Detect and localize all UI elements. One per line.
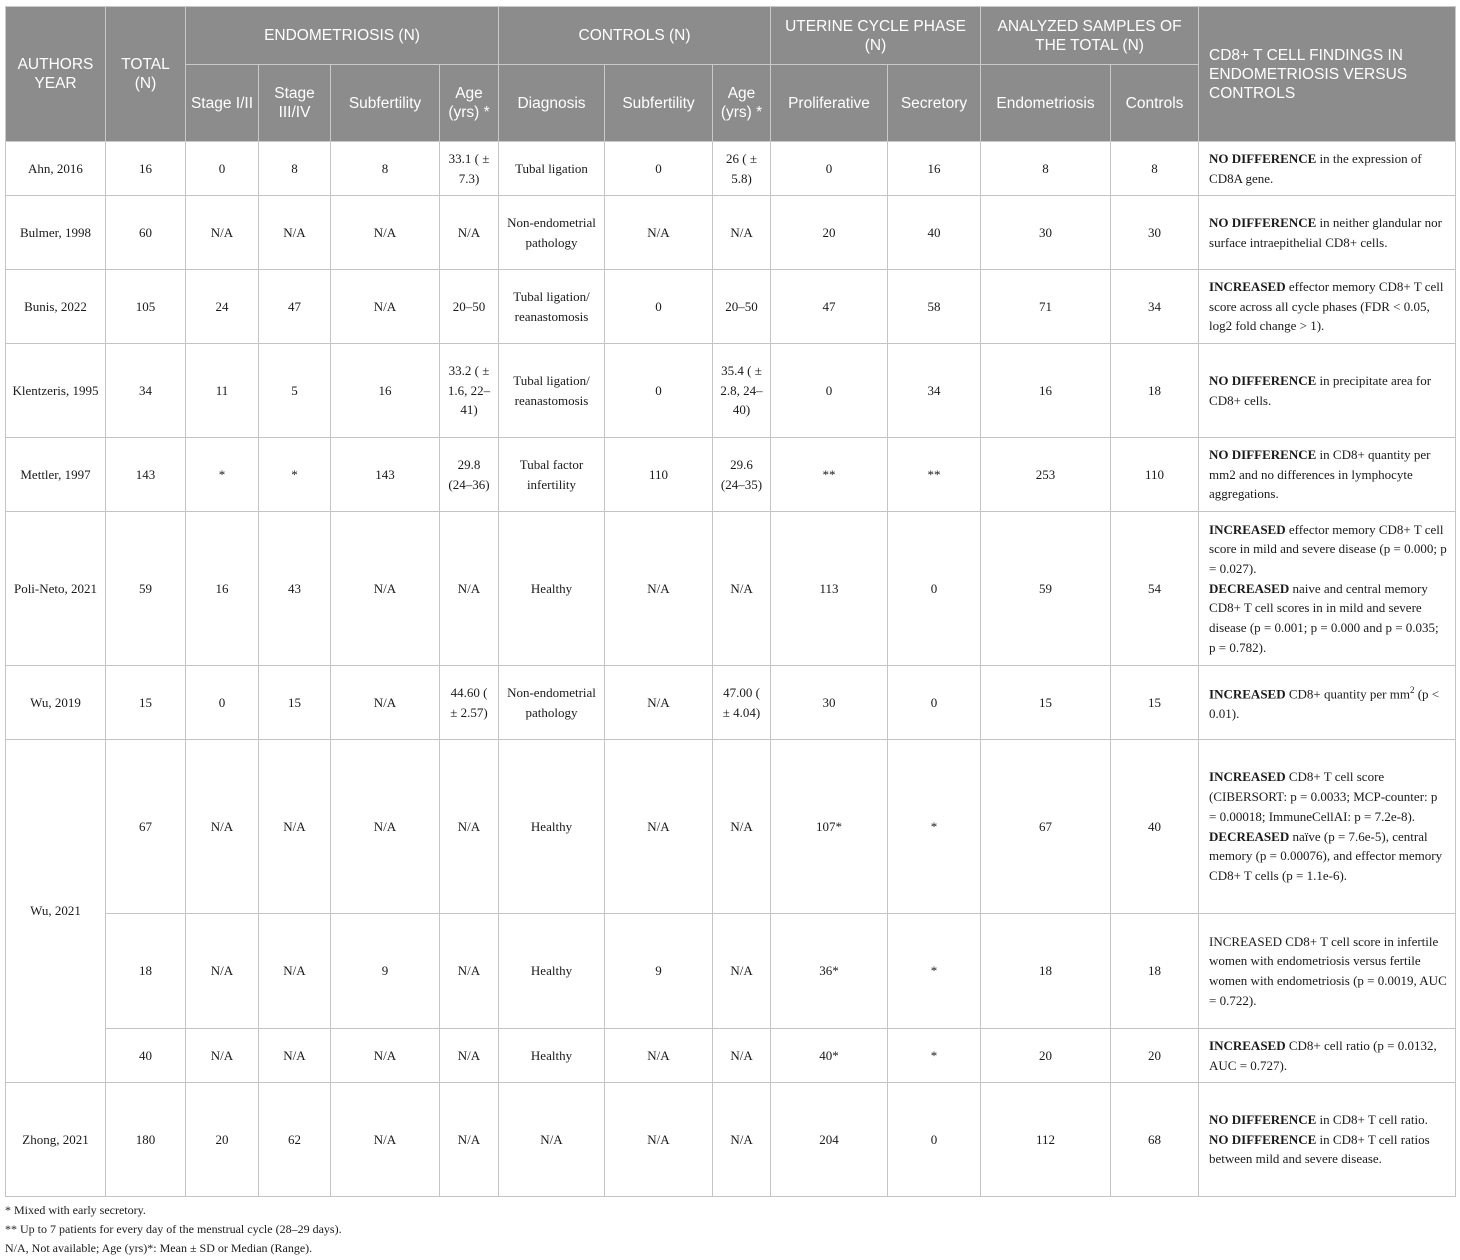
cell-controls-age: N/A: [713, 740, 771, 914]
cell-proliferative: 47: [771, 270, 888, 344]
cell-controls-subfertility: N/A: [605, 1083, 713, 1197]
group-uterine-cycle: UTERINE CYCLE PHASE (N): [771, 7, 981, 65]
cell-age: N/A: [440, 740, 499, 914]
cell-stage-3-4: 43: [259, 512, 331, 666]
finding-text: naive and central memory CD8+ T cell scores in in mild and severe disease (p = 0.001; p = 0.000 and p = 0.035; p = 0.782).: [1209, 580, 1439, 655]
cell-stage-1-2: N/A: [186, 914, 259, 1029]
cell-controls-age: 26 ( ± 5.8): [713, 142, 771, 196]
cell-subfertility: N/A: [331, 1029, 440, 1083]
cell-analyzed-controls: 8: [1111, 142, 1199, 196]
cell-analyzed-controls: 20: [1111, 1029, 1199, 1083]
cell-findings: [1199, 666, 1456, 740]
cell-stage-3-4: 47: [259, 270, 331, 344]
cell-subfertility: 143: [331, 438, 440, 512]
finding-text: effector memory CD8+ T cell score across all cycle phases (FDR < 0.05, log2 fold change > 1).: [1209, 278, 1444, 334]
cell-stage-1-2: N/A: [186, 196, 259, 270]
table-row: [6, 512, 1456, 666]
cell-age: N/A: [440, 914, 499, 1029]
cell-age: 44.60 ( ± 2.57): [440, 666, 499, 740]
finding-line: [1209, 681, 1447, 724]
cell-controls-age: N/A: [713, 512, 771, 666]
cell-analyzed-controls: 34: [1111, 270, 1199, 344]
cell-findings: [1199, 740, 1456, 914]
cell-proliferative: 113: [771, 512, 888, 666]
cell-age: 33.2 ( ± 1.6, 22–41): [440, 344, 499, 438]
finding-line: [1209, 827, 1447, 886]
cell-controls-age: 47.00 ( ± 4.04): [713, 666, 771, 740]
finding-line: [1209, 371, 1447, 410]
table-row: [6, 666, 1456, 740]
cell-controls-age: N/A: [713, 1083, 771, 1197]
col-total: TOTAL (N): [106, 7, 186, 142]
cell-secretory: 0: [888, 1083, 981, 1197]
cell-analyzed-controls: 40: [1111, 740, 1199, 914]
cell-age: N/A: [440, 512, 499, 666]
cell-diagnosis: Healthy: [499, 740, 605, 914]
finding-line: [1209, 932, 1447, 1011]
finding-text: in CD8+ quantity per mm2 and no differences in lymphocyte aggregations.: [1209, 446, 1431, 502]
finding-keyword: NO DIFFERENCE: [1209, 1111, 1317, 1127]
cell-controls-subfertility: 0: [605, 142, 713, 196]
cell-analyzed-endometriosis: 18: [981, 914, 1111, 1029]
cell-diagnosis: Non-endometrial pathology: [499, 666, 605, 740]
col-findings: CD8+ T CELL FINDINGS IN ENDOMETRIOSIS VERSUS CONTROLS: [1199, 7, 1456, 142]
finding-keyword: INCREASED: [1209, 521, 1286, 537]
finding-keyword: DECREASED: [1209, 828, 1290, 844]
finding-keyword: INCREASED: [1209, 1037, 1286, 1053]
cell-proliferative: 36*: [771, 914, 888, 1029]
cell-findings: [1199, 344, 1456, 438]
finding-line: [1209, 1110, 1447, 1130]
cell-subfertility: 16: [331, 344, 440, 438]
finding-keyword: DECREASED: [1209, 580, 1290, 596]
cell-author: Mettler, 1997: [6, 438, 106, 512]
finding-line: [1209, 149, 1447, 188]
cell-analyzed-controls: 54: [1111, 512, 1199, 666]
col-subfertility: Subfertility: [331, 65, 440, 142]
cell-secretory: *: [888, 914, 981, 1029]
cell-findings: [1199, 196, 1456, 270]
cell-stage-1-2: 16: [186, 512, 259, 666]
finding-text: in precipitate area for CD8+ cells.: [1209, 372, 1432, 408]
cell-controls-subfertility: N/A: [605, 666, 713, 740]
cell-stage-3-4: N/A: [259, 1029, 331, 1083]
cell-age: 20–50: [440, 270, 499, 344]
cell-total: 180: [106, 1083, 186, 1197]
cell-analyzed-endometriosis: 8: [981, 142, 1111, 196]
cell-findings: [1199, 1083, 1456, 1197]
cell-diagnosis: Tubal factor infertility: [499, 438, 605, 512]
cell-controls-subfertility: 110: [605, 438, 713, 512]
col-diagnosis: Diagnosis: [499, 65, 605, 142]
cell-analyzed-controls: 18: [1111, 344, 1199, 438]
footnote-2: ** Up to 7 patients for every day of the menstrual cycle (28–29 days).: [5, 1222, 342, 1236]
group-controls: CONTROLS (N): [499, 7, 771, 65]
cell-controls-subfertility: N/A: [605, 740, 713, 914]
cell-secretory: *: [888, 740, 981, 914]
table-row: [6, 142, 1456, 196]
cell-analyzed-controls: 15: [1111, 666, 1199, 740]
cell-secretory: 58: [888, 270, 981, 344]
finding-line: [1209, 1036, 1447, 1075]
cell-analyzed-endometriosis: 20: [981, 1029, 1111, 1083]
finding-keyword: NO DIFFERENCE: [1209, 150, 1317, 166]
finding-text: CD8+ cell ratio (p = 0.0132, AUC = 0.727).: [1209, 1037, 1437, 1073]
finding-text: in CD8+ T cell ratio.: [1316, 1111, 1428, 1127]
cell-controls-subfertility: 9: [605, 914, 713, 1029]
cell-controls-subfertility: N/A: [605, 1029, 713, 1083]
cell-subfertility: N/A: [331, 1083, 440, 1197]
cell-stage-3-4: N/A: [259, 740, 331, 914]
cell-total: 40: [106, 1029, 186, 1083]
cell-diagnosis: N/A: [499, 1083, 605, 1197]
finding-text: INCREASED CD8+ T cell score in infertile women with endometriosis versus fertile women with endometriosis (p = 0.0019, AUC = 0.722).: [1209, 933, 1447, 1008]
cell-controls-age: 29.6 (24–35): [713, 438, 771, 512]
cell-controls-subfertility: N/A: [605, 512, 713, 666]
finding-line: [1209, 520, 1447, 579]
cell-analyzed-endometriosis: 30: [981, 196, 1111, 270]
cell-analyzed-endometriosis: 15: [981, 666, 1111, 740]
cell-total: 59: [106, 512, 186, 666]
cell-proliferative: 204: [771, 1083, 888, 1197]
cell-findings: [1199, 914, 1456, 1029]
cell-proliferative: 40*: [771, 1029, 888, 1083]
footnote-3: N/A, Not available; Age (yrs)*: Mean ± SD or Median (Range).: [5, 1241, 313, 1255]
finding-line: [1209, 277, 1447, 336]
cell-subfertility: N/A: [331, 270, 440, 344]
cell-age: N/A: [440, 196, 499, 270]
group-endometriosis: ENDOMETRIOSIS (N): [186, 7, 499, 65]
col-analyzed-controls: Controls: [1111, 65, 1199, 142]
table-row: [6, 914, 1456, 1029]
cell-diagnosis: Tubal ligation/ reanastomosis: [499, 270, 605, 344]
cell-age: N/A: [440, 1083, 499, 1197]
cell-secretory: 16: [888, 142, 981, 196]
cell-controls-age: 35.4 ( ± 2.8, 24–40): [713, 344, 771, 438]
col-controls-age: Age (yrs) *: [713, 65, 771, 142]
studies-table: [5, 6, 1456, 1197]
cell-stage-1-2: 0: [186, 666, 259, 740]
cell-findings: [1199, 270, 1456, 344]
finding-keyword: NO DIFFERENCE: [1209, 214, 1317, 230]
cell-controls-age: N/A: [713, 196, 771, 270]
cell-stage-3-4: 62: [259, 1083, 331, 1197]
cell-author: Bulmer, 1998: [6, 196, 106, 270]
cell-subfertility: 8: [331, 142, 440, 196]
cell-secretory: *: [888, 1029, 981, 1083]
cell-proliferative: **: [771, 438, 888, 512]
finding-text-tail: (p < 0.01).: [1209, 686, 1440, 722]
cell-subfertility: N/A: [331, 666, 440, 740]
cell-stage-1-2: N/A: [186, 1029, 259, 1083]
cell-diagnosis: Healthy: [499, 914, 605, 1029]
cell-controls-subfertility: N/A: [605, 196, 713, 270]
finding-line: [1209, 767, 1447, 826]
cell-findings: [1199, 142, 1456, 196]
finding-line: [1209, 213, 1447, 252]
cell-controls-subfertility: 0: [605, 270, 713, 344]
col-proliferative: Proliferative: [771, 65, 888, 142]
col-age: Age (yrs) *: [440, 65, 499, 142]
col-secretory: Secretory: [888, 65, 981, 142]
finding-text: CD8+ T cell score (CIBERSORT: p = 0.0033; MCP-counter: p = 0.00018; ImmuneCellAI: p = 7.2e-8).: [1209, 769, 1438, 824]
finding-line: [1209, 445, 1447, 504]
cell-author: Bunis, 2022: [6, 270, 106, 344]
table-row: [6, 344, 1456, 438]
cell-subfertility: N/A: [331, 740, 440, 914]
cell-analyzed-endometriosis: 59: [981, 512, 1111, 666]
cell-stage-3-4: *: [259, 438, 331, 512]
cell-proliferative: 107*: [771, 740, 888, 914]
cell-diagnosis: Healthy: [499, 512, 605, 666]
cell-stage-1-2: 11: [186, 344, 259, 438]
cell-analyzed-controls: 68: [1111, 1083, 1199, 1197]
cell-total: 15: [106, 666, 186, 740]
cell-analyzed-controls: 30: [1111, 196, 1199, 270]
cell-total: 60: [106, 196, 186, 270]
cell-secretory: **: [888, 438, 981, 512]
finding-text: in CD8+ T cell ratios between mild and severe disease.: [1209, 1131, 1430, 1167]
cell-stage-3-4: 8: [259, 142, 331, 196]
cell-subfertility: N/A: [331, 196, 440, 270]
cell-analyzed-endometriosis: 67: [981, 740, 1111, 914]
col-authors-year: AUTHORS YEAR: [6, 7, 106, 142]
cell-subfertility: N/A: [331, 512, 440, 666]
cell-age: 29.8 (24–36): [440, 438, 499, 512]
cell-findings: [1199, 512, 1456, 666]
cell-secretory: 0: [888, 512, 981, 666]
table-row: [6, 1083, 1456, 1197]
group-analyzed-samples: ANALYZED SAMPLES OF THE TOTAL (N): [981, 7, 1199, 65]
cell-proliferative: 0: [771, 344, 888, 438]
cell-stage-1-2: N/A: [186, 740, 259, 914]
table-row: [6, 438, 1456, 512]
cell-author: Ahn, 2016: [6, 142, 106, 196]
col-stage-3-4: Stage III/IV: [259, 65, 331, 142]
cell-controls-age: 20–50: [713, 270, 771, 344]
cell-subfertility: 9: [331, 914, 440, 1029]
finding-superscript: 2: [1409, 685, 1415, 696]
table-row: [6, 1029, 1456, 1083]
cell-secretory: 34: [888, 344, 981, 438]
cell-total: 16: [106, 142, 186, 196]
finding-keyword: INCREASED: [1209, 769, 1286, 785]
cell-diagnosis: Healthy: [499, 1029, 605, 1083]
cell-secretory: 40: [888, 196, 981, 270]
header-row-groups: [6, 7, 1456, 65]
cell-age: N/A: [440, 1029, 499, 1083]
table-row: [6, 740, 1456, 914]
cell-stage-1-2: 20: [186, 1083, 259, 1197]
cell-stage-3-4: N/A: [259, 914, 331, 1029]
cell-proliferative: 30: [771, 666, 888, 740]
finding-keyword: INCREASED: [1209, 278, 1286, 294]
cell-total: 143: [106, 438, 186, 512]
table-body: [6, 142, 1456, 1197]
table-row: [6, 270, 1456, 344]
cell-analyzed-controls: 110: [1111, 438, 1199, 512]
cell-total: 67: [106, 740, 186, 914]
cell-analyzed-endometriosis: 253: [981, 438, 1111, 512]
finding-keyword: NO DIFFERENCE: [1209, 446, 1317, 462]
cell-author: Poli-Neto, 2021: [6, 512, 106, 666]
cell-secretory: 0: [888, 666, 981, 740]
cell-controls-age: N/A: [713, 1029, 771, 1083]
finding-text: in neither glandular nor surface intraepithelial CD8+ cells.: [1209, 214, 1442, 250]
finding-line: [1209, 1130, 1447, 1169]
cell-total: 34: [106, 344, 186, 438]
cell-analyzed-endometriosis: 71: [981, 270, 1111, 344]
cell-analyzed-endometriosis: 16: [981, 344, 1111, 438]
cell-total: 105: [106, 270, 186, 344]
cell-stage-1-2: *: [186, 438, 259, 512]
cell-diagnosis: Non-endometrial pathology: [499, 196, 605, 270]
finding-text: naïve (p = 7.6e-5), central memory (p = 0.00076), and effector memory CD8+ T cells (p = 1.1e-6).: [1209, 828, 1443, 883]
finding-keyword: INCREASED: [1209, 686, 1286, 702]
cell-controls-subfertility: 0: [605, 344, 713, 438]
col-stage-1-2: Stage I/II: [186, 65, 259, 142]
cell-stage-3-4: 15: [259, 666, 331, 740]
cell-proliferative: 0: [771, 142, 888, 196]
cell-author: Wu, 2019: [6, 666, 106, 740]
col-controls-subfertility: Subfertility: [605, 65, 713, 142]
finding-text: effector memory CD8+ T cell score in mild and severe disease (p = 0.000; p = 0.027).: [1209, 521, 1447, 576]
cell-stage-1-2: 0: [186, 142, 259, 196]
finding-text: in the expression of CD8A gene.: [1209, 150, 1422, 186]
cell-analyzed-controls: 18: [1111, 914, 1199, 1029]
cell-stage-3-4: 5: [259, 344, 331, 438]
footnote-1: * Mixed with early secretory.: [5, 1203, 146, 1217]
cell-age: 33.1 ( ± 7.3): [440, 142, 499, 196]
cell-diagnosis: Tubal ligation/ reanastomosis: [499, 344, 605, 438]
cell-author: Klentzeris, 1995: [6, 344, 106, 438]
finding-line: [1209, 579, 1447, 658]
cell-author: Zhong, 2021: [6, 1083, 106, 1197]
cell-proliferative: 20: [771, 196, 888, 270]
cell-diagnosis: Tubal ligation: [499, 142, 605, 196]
finding-keyword: NO DIFFERENCE: [1209, 1131, 1317, 1147]
cell-stage-3-4: N/A: [259, 196, 331, 270]
finding-text: CD8+ quantity per mm: [1285, 686, 1410, 702]
cell-analyzed-endometriosis: 112: [981, 1083, 1111, 1197]
cell-findings: [1199, 1029, 1456, 1083]
cell-stage-1-2: 24: [186, 270, 259, 344]
cell-controls-age: N/A: [713, 914, 771, 1029]
col-analyzed-endometriosis: Endometriosis: [981, 65, 1111, 142]
table-row: [6, 196, 1456, 270]
cell-author: Wu, 2021: [6, 740, 106, 1083]
cell-total: 18: [106, 914, 186, 1029]
finding-keyword: NO DIFFERENCE: [1209, 372, 1317, 388]
cell-findings: [1199, 438, 1456, 512]
